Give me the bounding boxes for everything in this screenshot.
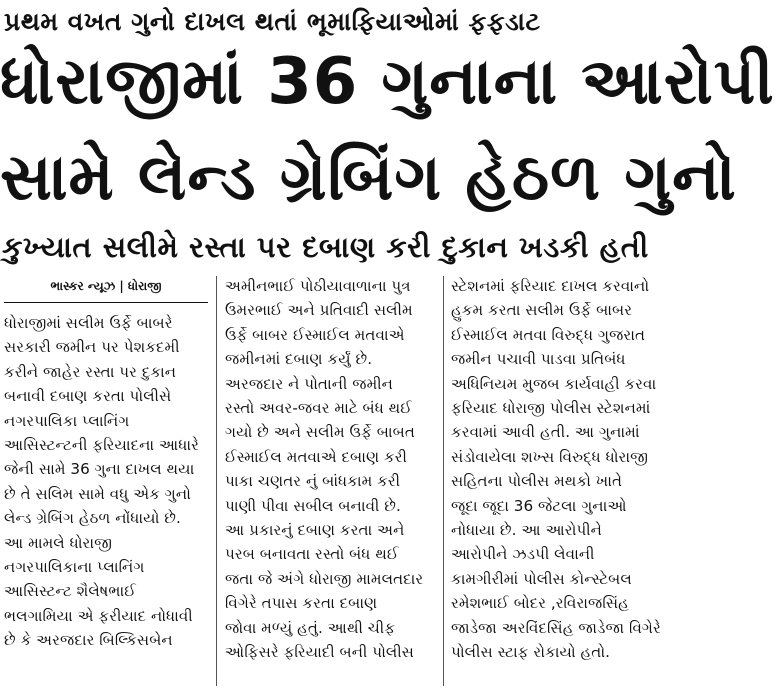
text-line: જમીનમાં દબાણ કર્યું છે.	[225, 350, 373, 369]
text-line: આ મામલે ધોરાજી	[4, 533, 113, 552]
text-line: જેની સામે 36 ગુના દાખલ થયા	[4, 460, 195, 479]
text-line: છે કે અરજદાર બિલ્કિસબેન	[4, 631, 173, 650]
text-line: નોધાયા છે. આ આરોપીને	[451, 521, 602, 540]
byline-divider	[4, 302, 208, 303]
text-line: રમેશભાઈ બોદર ,રવિરાજસિંહ	[451, 594, 629, 613]
article-column-2	[225, 274, 435, 688]
text-line: ઓફિસરે ફરિયાદી બની પોલીસ	[225, 643, 414, 662]
text-line: સહિતના પોલીસ મથકો ખાતે	[451, 472, 623, 491]
text-line: જૂદા જૂદા 36 જેટલા ગુનાઓ	[451, 496, 627, 515]
text-line: પાકા ચણતર નું બાંધકામ કરી	[225, 472, 401, 491]
text-line: ધોરાજીમાં સલીમ ઉર્ફે બાબરે	[4, 314, 173, 332]
column-3-text	[451, 274, 666, 665]
text-line: રસ્તો અવર-જવર માટે બંધ થઈ	[225, 399, 413, 418]
text-line: ગયો છે અને સલીમ ઉર્ફે બાબત	[225, 423, 415, 442]
text-line: આસિસ્ટન્ટ શૈલેષભાઈ	[4, 582, 136, 601]
column-1-text	[4, 311, 208, 653]
text-line: આ પ્રકારનું દબાણ કરતા અને	[225, 521, 405, 540]
text-line: અમીનભાઈ પોઠીયાવાળાના પુત્ર	[225, 277, 411, 295]
headline-line-1: ધોરાજીમાં 36 ગુનાના આરોપી	[0, 45, 775, 119]
text-line: છે તે સલિમ સામે વધુ એક ગુનો	[4, 484, 191, 503]
text-line: પાણી પીવા સબીલ બનાવી છે.	[225, 496, 401, 515]
text-line: કરીને જાહેર રસ્તા પર દુકાન	[4, 362, 177, 381]
text-line: લેન્ડ ગ્રેબિંગ હેઠળ નોંધાયો છે.	[4, 509, 181, 528]
text-line: અધિનિયમ મુજબ કાર્યવાહી કરવા	[451, 374, 657, 393]
kicker-line: પ્રથમ વખત ગુનો દાખલ થતાં ભૂમાફિયાઓમાં ફફડાટ	[4, 7, 541, 36]
text-line: ઉર્ફે બાબર ઈસ્માઈલ મતવાએ	[225, 325, 405, 344]
text-line: જાડેજા અરવિંદસિંહ જાડેજા વિગેરે	[451, 618, 661, 637]
text-line: સ્ટેશનમાં ફરિયાદ દાખલ કરવાનો	[451, 277, 650, 295]
text-line: સંડોવાયેલા શખ્સ વિરુદ્ધ ધોરાજી	[451, 447, 649, 466]
column-divider	[216, 276, 217, 686]
text-line: પોલીસ સ્ટાફ રોકાયો હતો.	[451, 643, 611, 662]
text-line: હુકમ કરતા સલીમ ઉર્ફે બાબર	[451, 301, 633, 320]
text-line: કામગીરીમાં પોલીસ કોન્સ્ટેબલ	[451, 569, 632, 588]
text-line: ઈસ્માઈલ મતવા વિરુદ્ધ ગુજરાત	[451, 325, 646, 344]
text-line: પરબ બનાવતા રસ્તો બંધ થઈ	[225, 545, 399, 564]
text-line: નગરપાલિકાના પ્લાનિંગ	[4, 558, 145, 577]
text-line: બનાવી દબાણ કરતા પોલીસે	[4, 387, 172, 406]
text-line: કરવામાં આવી હતી. આ ગુનામાં	[451, 423, 640, 442]
article-column-3	[451, 274, 666, 688]
text-line: આરોપીને ઝડપી લેવાની	[451, 545, 595, 564]
text-line: જમીન પચાવી પાડવા પ્રતિબંધ	[451, 350, 626, 369]
text-line: આસિસ્ટન્ટની ફરિયાદના આધારે	[4, 436, 199, 455]
text-line: ઈસ્માઈલ મતવાએ દબાણ કરી	[225, 447, 407, 466]
text-line: વિગેરે તપાસ કરતા દબાણ	[225, 594, 378, 613]
article-column-1	[4, 274, 208, 688]
text-line: ઉમરભાઈ અને પ્રતિવાદી સલીમ	[225, 301, 413, 320]
text-line: ફરિયાદ ધોરાજી પોલીસ સ્ટેશનમાં	[451, 399, 651, 418]
text-line: જોવા મળ્યું હતું. આથી ચીફ	[225, 618, 396, 637]
text-line: ભલગામિયા એ ફરીયાદ નોધાવી	[4, 606, 193, 625]
subheadline: કુખ્યાત સલીમે રસ્તા પર દબાણ કરી દુકાન ખડકી હતી	[2, 230, 649, 264]
text-line: નગરપાલિકા પ્લાનિંગ	[4, 411, 130, 430]
column-divider	[443, 276, 444, 686]
text-line: સરકારી જમીન પર પેશકદમી	[4, 338, 180, 357]
headline-line-2: સામે લેન્ડ ગ્રેબિંગ હેઠળ ગુનો	[0, 141, 737, 215]
text-line: જતા જે અંગે ધોરાજી મામલતદાર	[225, 569, 424, 588]
column-2-text	[225, 274, 435, 665]
byline: ભાસ્કર ન્યૂઝ | ધોરાજી	[50, 279, 162, 293]
text-line: અરજદાર ને પોતાની જમીન	[225, 374, 393, 393]
